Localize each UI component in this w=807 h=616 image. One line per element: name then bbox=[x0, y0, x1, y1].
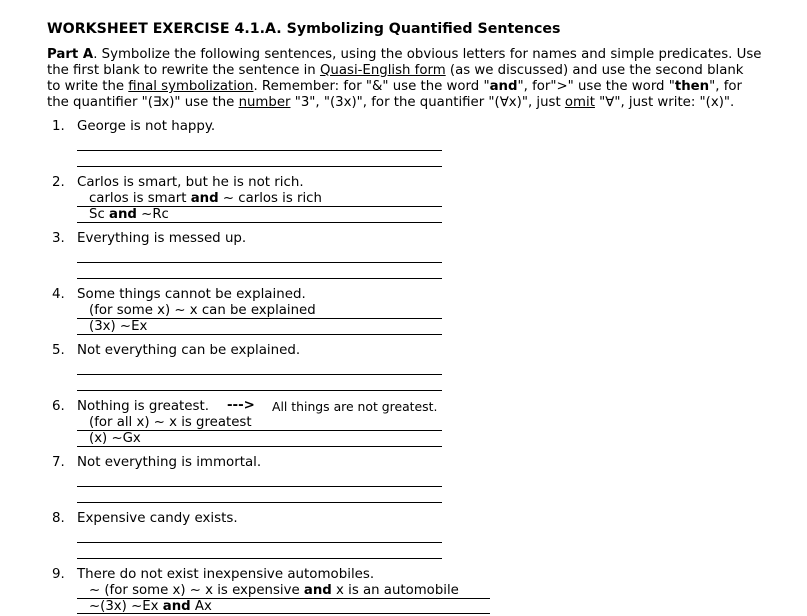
omit-link[interactable]: omit bbox=[564, 95, 595, 110]
item-number: 6. bbox=[52, 399, 65, 414]
answer-blank-1a[interactable] bbox=[77, 150, 442, 151]
item-sentence: Expensive candy exists. bbox=[77, 511, 238, 526]
worksheet-title: WORKSHEET EXERCISE 4.1.A. Symbolizing Quantified Sentences bbox=[47, 21, 561, 37]
instructions-text: to write the bbox=[47, 79, 129, 94]
answer-2-quasi-english bbox=[89, 191, 322, 206]
item-sentence: Everything is messed up. bbox=[77, 231, 247, 246]
part-label: Part A bbox=[47, 47, 94, 62]
item-sentence: Nothing is greatest. bbox=[77, 399, 209, 414]
answer-blank-1b[interactable] bbox=[77, 166, 442, 167]
and-keyword: and bbox=[108, 207, 137, 222]
and-keyword: and bbox=[162, 599, 191, 614]
item-sentence: There do not exist inexpensive automobiles. bbox=[77, 567, 375, 582]
item-number: 7. bbox=[52, 455, 65, 470]
instructions-line-4 bbox=[47, 95, 787, 111]
item-sentence: George is not happy. bbox=[77, 119, 216, 134]
answer-blank-3a[interactable] bbox=[77, 262, 442, 263]
and-keyword: and bbox=[489, 79, 518, 94]
item-number: 1. bbox=[52, 119, 65, 134]
answer-4-symbolization: (3x) ~Ex bbox=[89, 319, 148, 334]
and-keyword: and bbox=[190, 191, 219, 206]
answer-blank-6b[interactable] bbox=[77, 446, 442, 447]
answer-blank-8b[interactable] bbox=[77, 558, 442, 559]
and-keyword: and bbox=[303, 583, 332, 598]
instructions-text: . Symbolize the following sentences, using the obvious letters for names and simple predicates. Use bbox=[93, 47, 762, 62]
answer-text: Ax bbox=[190, 599, 212, 614]
answer-text: ~ (for some x) ~ x is expensive bbox=[89, 583, 304, 598]
answer-text: carlos is smart bbox=[89, 191, 191, 206]
answer-text: ~(3x) ~Ex bbox=[89, 599, 163, 614]
arrow-symbol: ---> bbox=[227, 398, 255, 413]
instructions-text: ", for">" use the word " bbox=[517, 79, 675, 94]
answer-9-quasi-english bbox=[89, 583, 459, 598]
handwritten-note: All things are not greatest. bbox=[272, 399, 438, 414]
quasi-english-link[interactable]: Quasi-English form bbox=[319, 63, 446, 78]
number-link[interactable]: number bbox=[238, 95, 291, 110]
answer-text: ~ carlos is rich bbox=[218, 191, 322, 206]
answer-blank-2b[interactable] bbox=[77, 222, 442, 223]
item-sentence: Carlos is smart, but he is not rich. bbox=[77, 175, 304, 190]
item-sentence: Not everything is immortal. bbox=[77, 455, 262, 470]
answer-text: ~Rc bbox=[136, 207, 169, 222]
answer-6-symbolization: (x) ~Gx bbox=[89, 431, 141, 446]
answer-blank-4b[interactable] bbox=[77, 334, 442, 335]
answer-text: x is an automobile bbox=[331, 583, 459, 598]
instructions-text: the first blank to rewrite the sentence in bbox=[47, 63, 320, 78]
answer-blank-9b[interactable] bbox=[77, 613, 490, 614]
answer-blank-8a[interactable] bbox=[77, 542, 442, 543]
answer-4-quasi-english: (for some x) ~ x can be explained bbox=[89, 303, 316, 318]
instructions-line-3 bbox=[47, 79, 787, 95]
final-symbolization-link[interactable]: final symbolization bbox=[128, 79, 254, 94]
answer-blank-3b[interactable] bbox=[77, 278, 442, 279]
item-sentence: Some things cannot be explained. bbox=[77, 287, 306, 302]
answer-blank-5b[interactable] bbox=[77, 390, 442, 391]
item-number: 4. bbox=[52, 287, 65, 302]
item-number: 2. bbox=[52, 175, 65, 190]
item-number: 9. bbox=[52, 567, 65, 582]
item-number: 3. bbox=[52, 231, 65, 246]
answer-9-symbolization bbox=[89, 599, 212, 614]
instructions-text: "∀", just write: "(x)". bbox=[594, 95, 735, 110]
answer-blank-5a[interactable] bbox=[77, 374, 442, 375]
instructions-text: . Remember: for "&" use the word " bbox=[253, 79, 490, 94]
answer-2-symbolization bbox=[89, 207, 169, 222]
answer-text: Sc bbox=[89, 207, 109, 222]
instructions-text: the quantifier "(∃x)" use the bbox=[47, 95, 239, 110]
item-number: 5. bbox=[52, 343, 65, 358]
then-keyword: then bbox=[674, 79, 710, 94]
instructions bbox=[47, 47, 787, 111]
instructions-line-2 bbox=[47, 63, 787, 79]
item-sentence: Not everything can be explained. bbox=[77, 343, 301, 358]
instructions-text: ", for bbox=[709, 79, 743, 94]
instructions-text: (as we discussed) and use the second blank bbox=[445, 63, 744, 78]
instructions-line-1 bbox=[47, 47, 787, 63]
answer-6-quasi-english: (for all x) ~ x is greatest bbox=[89, 415, 252, 430]
instructions-text: "3", "(3x)", for the quantifier "(∀x)", just bbox=[290, 95, 565, 110]
item-number: 8. bbox=[52, 511, 65, 526]
answer-blank-7b[interactable] bbox=[77, 502, 442, 503]
answer-blank-7a[interactable] bbox=[77, 486, 442, 487]
